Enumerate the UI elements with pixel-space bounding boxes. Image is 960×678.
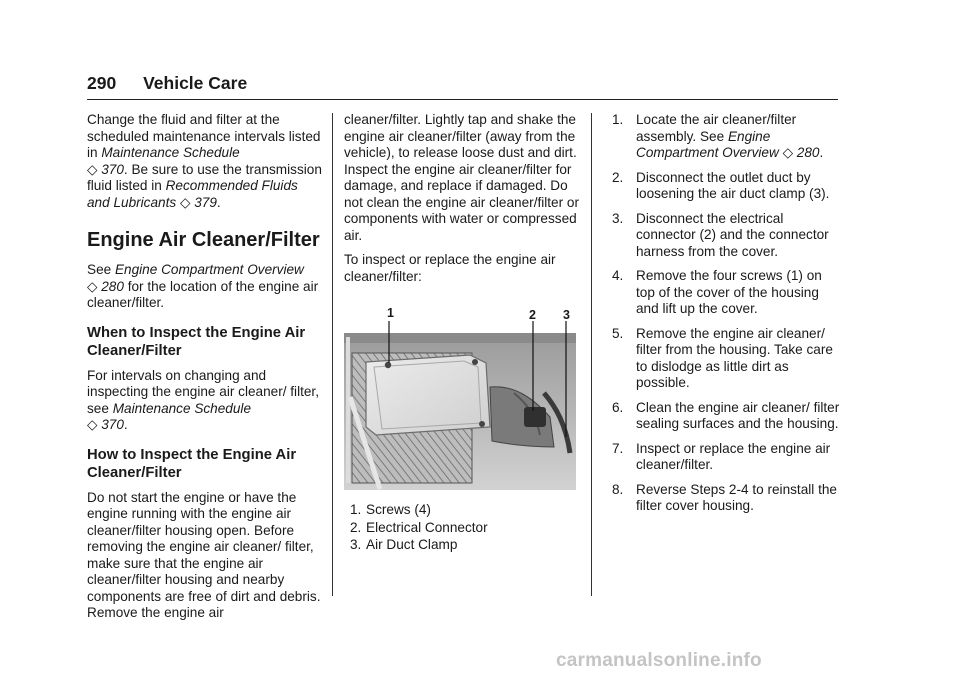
caption-text: Air Duct Clamp — [366, 537, 458, 552]
step-number: 3. — [612, 210, 624, 226]
page-number: 290 — [87, 73, 117, 93]
caption-item — [344, 537, 580, 554]
engine-compartment-link[interactable]: Engine Compartment Overview — [636, 128, 779, 160]
column-3 — [612, 112, 840, 523]
step-text: Disconnect the outlet duct by loosening the air duct clamp (3). — [636, 169, 830, 201]
caption-number: 2. — [350, 519, 362, 535]
step-number: 4. — [612, 268, 624, 283]
connector-icon — [524, 407, 546, 427]
header-rule — [87, 99, 838, 100]
step-item — [612, 482, 840, 515]
column-2 — [344, 112, 580, 555]
continued-paragraph: cleaner/filter. Lightly tap and shake the engine air cleaner/filter (away from the vehicle), to release loose dust and dirt. Inspect the engine air cleaner/filter for damage, and replace if damaged. Do not clean the engine air cleaner/filter or components with water or compressed air. — [344, 112, 580, 243]
procedure-steps — [612, 112, 840, 515]
step-number: 6. — [612, 399, 624, 415]
step-text: Disconnect the electrical connector (2) and the connector harness from the cover. — [636, 210, 829, 259]
callout-3: 3 — [563, 308, 570, 322]
intro-text: Change the fluid and filter at the scheduled maintenance intervals listed in — [87, 112, 321, 160]
maintenance-schedule-link[interactable]: Maintenance Schedule — [112, 400, 252, 416]
step-item — [612, 268, 840, 318]
caption-item — [344, 502, 580, 519]
page-header — [87, 73, 247, 94]
step-item — [612, 441, 840, 474]
intro-text: . — [216, 194, 221, 210]
callout-2: 2 — [529, 308, 536, 322]
step-text: Clean the engine air cleaner/ filter sealing surfaces and the housing. — [636, 399, 840, 431]
step-item — [612, 400, 840, 433]
step-text: Remove the engine air cleaner/ filter from the housing. Take care to dislodge as little dirt as possible. — [636, 325, 833, 390]
screw-icon — [472, 359, 478, 365]
caption-number: 3. — [350, 537, 362, 552]
caption-number: 1. — [350, 502, 362, 517]
step-text: . — [819, 145, 824, 160]
page-ref[interactable]: ◇ 379 — [179, 194, 217, 210]
air-cleaner-figure — [344, 307, 576, 490]
column-1 — [87, 112, 323, 630]
step-item — [612, 211, 840, 261]
step-text: Reverse Steps 2-4 to reinstall the filter cover housing. — [636, 481, 837, 513]
maintenance-schedule-link[interactable]: Maintenance Schedule — [101, 145, 240, 160]
callout-1: 1 — [387, 306, 394, 320]
intro-paragraph — [87, 112, 323, 211]
step-number: 7. — [612, 440, 624, 456]
intro-text: . Be sure to use the transmission fluid listed in — [87, 161, 322, 193]
step-number: 2. — [612, 169, 624, 185]
engine-compartment-link[interactable]: Engine Compartment Overview — [114, 262, 304, 277]
see-text: See — [87, 262, 115, 277]
how-paragraph: Do not start the engine or have the engine running with the engine air cleaner/filter housing open. Before removing the engine air cleaner/ filter, make sure that the engine air cleaner/filter housing and nearby components are free of dirt and debris. Remove the engine air — [87, 489, 321, 620]
figure-captions — [344, 502, 580, 554]
column-divider — [332, 113, 333, 596]
page-title: Vehicle Care — [143, 73, 248, 93]
see-text: for the location of the engine air cleaner/filter. — [87, 278, 319, 310]
see-paragraph — [87, 262, 323, 312]
recommended-fluids-link[interactable]: Recommended Fluids and Lubricants — [87, 178, 298, 210]
step-text: Remove the four screws (1) on top of the cover of the housing and lift up the cover. — [636, 268, 822, 316]
page-ref[interactable]: ◇ 370 — [87, 161, 124, 177]
caption-item — [344, 520, 580, 537]
subheading-when: When to Inspect the Engine Air Cleaner/Filter — [87, 324, 306, 359]
caption-text: Electrical Connector — [366, 519, 488, 535]
air-cleaner-illustration — [344, 307, 576, 490]
subheading-how: How to Inspect the Engine Air Cleaner/Filter — [87, 446, 297, 481]
caption-text: Screws (4) — [366, 502, 431, 517]
page-ref[interactable]: ◇ 280 — [782, 145, 820, 160]
section-heading: Engine Air Cleaner/Filter — [87, 229, 320, 251]
step-text: Locate the air cleaner/filter assembly. See — [636, 112, 797, 144]
page-ref[interactable]: ◇ 280 — [87, 278, 124, 294]
step-number: 8. — [612, 481, 624, 497]
step-number: 5. — [612, 325, 624, 341]
step-text: Inspect or replace the engine air cleaner/filter. — [636, 440, 831, 472]
screw-icon — [479, 421, 485, 427]
step-item — [612, 326, 840, 392]
when-paragraph — [87, 368, 323, 434]
inspect-intro: To inspect or replace the engine air cleaner/filter: — [344, 252, 556, 284]
step-item — [612, 170, 840, 203]
watermark: carmanualsonline.info — [556, 650, 762, 671]
when-text: . — [123, 417, 128, 432]
step-item — [612, 112, 840, 162]
step-number: 1. — [612, 112, 624, 127]
column-divider — [591, 113, 592, 596]
page-ref[interactable]: ◇ 370 — [87, 417, 124, 432]
when-text: For intervals on changing and inspecting the engine air cleaner/ filter, see — [87, 367, 319, 416]
screw-icon — [385, 362, 391, 368]
